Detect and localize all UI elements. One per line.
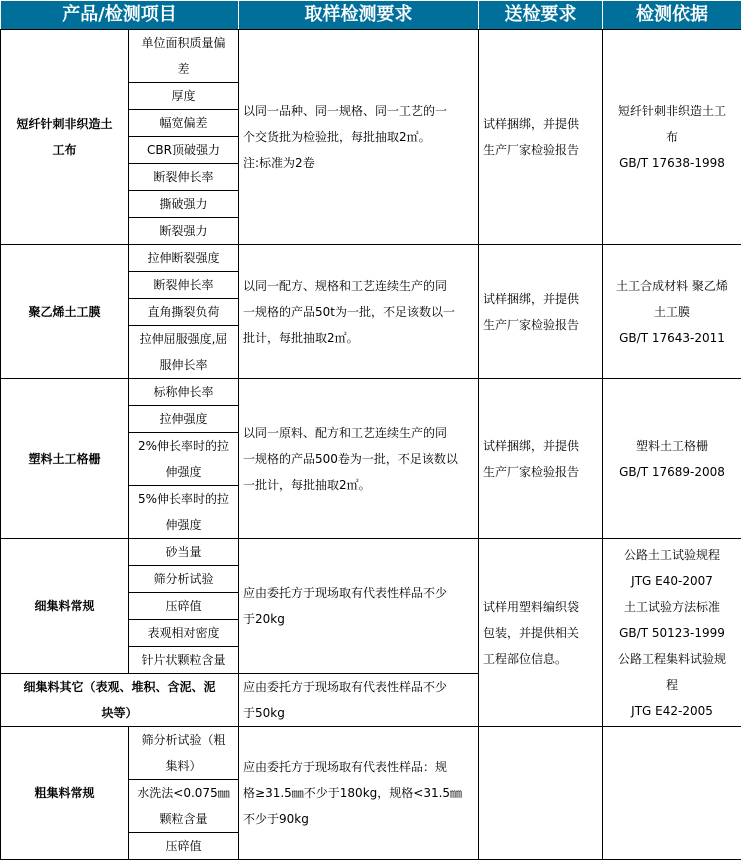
test-item: 断裂伸长率: [129, 164, 239, 191]
test-item: 撕破强力: [129, 191, 239, 218]
test-item: 针片状颗粒含量: [129, 647, 239, 674]
product-name: 细集料其它（表观、堆积、含泥、泥 块等）: [1, 674, 239, 727]
sampling-requirement: 应由委托方于现场取有代表性样品不少 于50kg: [239, 674, 479, 727]
product-name: 粗集料常规: [1, 727, 129, 860]
table-row: [1, 727, 741, 780]
product-name: 短纤针刺非织造土 工布: [1, 30, 129, 245]
table-row: [1, 245, 741, 272]
header-product: 产品/检测项目: [1, 1, 239, 30]
header-row: [1, 1, 741, 30]
product-name: 聚乙烯土工膜: [1, 245, 129, 379]
test-item: 表观相对密度: [129, 620, 239, 647]
sampling-requirement: 应由委托方于现场取有代表性样品：规 格≥31.5㎜不少于180kg，规格<31.5㎜ 不少于90kg: [239, 727, 479, 860]
test-item: 5%伸长率时的拉 伸强度: [129, 486, 239, 539]
submission-requirement: [479, 727, 603, 860]
header-requirement: 取样检测要求: [239, 1, 479, 30]
test-basis: 短纤针刺非织造土工 布 GB/T 17638-1998: [603, 30, 741, 245]
test-item: 拉伸断裂强度: [129, 245, 239, 272]
header-submission: 送检要求: [479, 1, 603, 30]
test-item: 直角撕裂负荷: [129, 299, 239, 326]
submission-requirement: 试样捆绑，并提供 生产厂家检验报告: [479, 379, 603, 539]
test-item: 断裂强力: [129, 218, 239, 245]
test-item: 厚度: [129, 83, 239, 110]
header-basis: 检测依据: [603, 1, 741, 30]
test-item: 单位面积质量偏 差: [129, 30, 239, 83]
test-item: 2%伸长率时的拉 伸强度: [129, 433, 239, 486]
sampling-requirement: 应由委托方于现场取有代表性样品不少 于20kg: [239, 539, 479, 674]
submission-requirement: 试样用塑料编织袋 包装，并提供相关 工程部位信息。: [479, 539, 603, 727]
test-item: 幅宽偏差: [129, 110, 239, 137]
sampling-requirement: 以同一品种、同一规格、同一工艺的一 个交货批为检验批，每批抽取2㎡。 注:标准为2卷: [239, 30, 479, 245]
table-row: [1, 30, 741, 83]
sampling-requirement: 以同一原料、配方和工艺连续生产的同 一规格的产品500卷为一批，不足该数以 一批计，每批抽取2㎡。: [239, 379, 479, 539]
test-item: CBR顶破强力: [129, 137, 239, 164]
table-row: [1, 379, 741, 406]
test-item: 水洗法<0.075㎜ 颗粒含量: [129, 780, 239, 833]
table-row: [1, 539, 741, 566]
test-item: 压碎值: [129, 833, 239, 860]
test-item: 拉伸屈服强度,屈 服伸长率: [129, 326, 239, 379]
test-item: 拉伸强度: [129, 406, 239, 433]
test-item: 断裂伸长率: [129, 272, 239, 299]
test-item: 筛分析试验（粗 集料）: [129, 727, 239, 780]
product-name: 细集料常规: [1, 539, 129, 674]
submission-requirement: 试样捆绑，并提供 生产厂家检验报告: [479, 30, 603, 245]
test-basis: 塑料土工格栅 GB/T 17689-2008: [603, 379, 741, 539]
sampling-requirement: 以同一配方、规格和工艺连续生产的同 一规格的产品50t为一批，不足该数以一 批计，每批抽取2㎡。: [239, 245, 479, 379]
product-name: 塑料土工格栅: [1, 379, 129, 539]
test-item: 筛分析试验: [129, 566, 239, 593]
test-basis: 公路土工试验规程 JTG E40-2007 土工试验方法标准 GB/T 50123-1999 公路工程集料试验规 程 JTG E42-2005: [603, 539, 741, 727]
test-item: 标称伸长率: [129, 379, 239, 406]
test-item: 压碎值: [129, 593, 239, 620]
submission-requirement: 试样捆绑，并提供 生产厂家检验报告: [479, 245, 603, 379]
test-basis: 土工合成材料 聚乙烯 土工膜 GB/T 17643-2011: [603, 245, 741, 379]
test-item: 砂当量: [129, 539, 239, 566]
test-basis: [603, 727, 741, 860]
